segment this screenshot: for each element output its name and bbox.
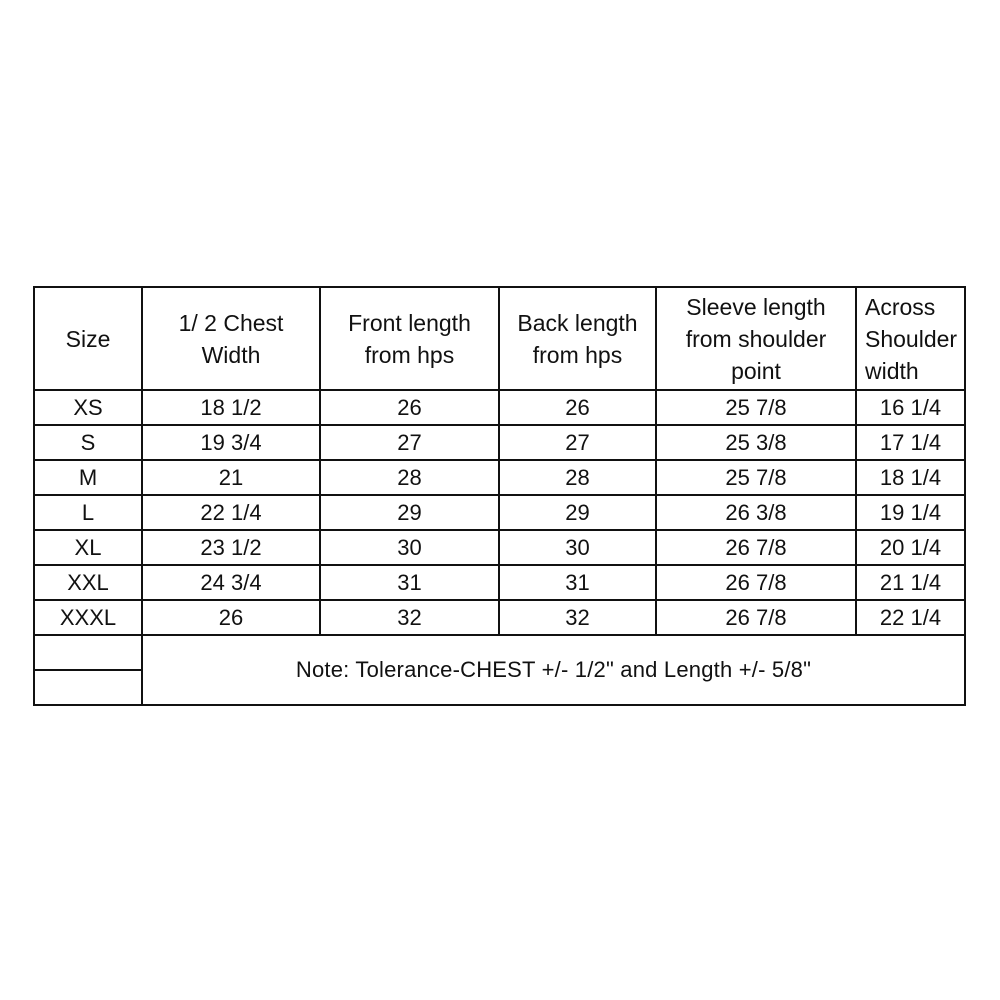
cell-front-length: 32 — [320, 600, 499, 635]
cell-half-chest: 19 3/4 — [142, 425, 320, 460]
size-chart-table — [33, 286, 966, 706]
table-row — [34, 565, 965, 600]
cell-half-chest: 24 3/4 — [142, 565, 320, 600]
cell-back-length: 28 — [499, 460, 656, 495]
cell-across-shoulder: 21 1/4 — [856, 565, 965, 600]
header-back-length: Back length from hps — [499, 287, 656, 390]
cell-back-length: 29 — [499, 495, 656, 530]
cell-size: S — [34, 425, 142, 460]
cell-size: XXXL — [34, 600, 142, 635]
header-size: Size — [34, 287, 142, 390]
cell-sleeve-length: 25 3/8 — [656, 425, 856, 460]
cell-front-length: 27 — [320, 425, 499, 460]
cell-size: XL — [34, 530, 142, 565]
cell-sleeve-length: 26 3/8 — [656, 495, 856, 530]
cell-across-shoulder: 18 1/4 — [856, 460, 965, 495]
note-row — [34, 635, 965, 670]
cell-back-length: 26 — [499, 390, 656, 425]
cell-back-length: 31 — [499, 565, 656, 600]
cell-front-length: 30 — [320, 530, 499, 565]
cell-half-chest: 23 1/2 — [142, 530, 320, 565]
empty-cell — [34, 635, 142, 670]
cell-across-shoulder: 22 1/4 — [856, 600, 965, 635]
cell-half-chest: 21 — [142, 460, 320, 495]
cell-size: M — [34, 460, 142, 495]
cell-back-length: 27 — [499, 425, 656, 460]
cell-sleeve-length: 26 7/8 — [656, 530, 856, 565]
header-across-shoulder-label: Across Shoulder width — [865, 293, 958, 384]
table-row — [34, 600, 965, 635]
cell-across-shoulder: 17 1/4 — [856, 425, 965, 460]
table-row — [34, 425, 965, 460]
cell-front-length: 28 — [320, 460, 499, 495]
cell-across-shoulder: 19 1/4 — [856, 495, 965, 530]
header-sleeve-length: Sleeve length from shoulder point — [656, 287, 856, 390]
cell-sleeve-length: 25 7/8 — [656, 460, 856, 495]
cell-front-length: 31 — [320, 565, 499, 600]
header-front-length: Front length from hps — [320, 287, 499, 390]
cell-front-length: 26 — [320, 390, 499, 425]
table-row — [34, 495, 965, 530]
cell-back-length: 30 — [499, 530, 656, 565]
cell-half-chest: 22 1/4 — [142, 495, 320, 530]
header-half-chest-width: 1/ 2 Chest Width — [142, 287, 320, 390]
cell-front-length: 29 — [320, 495, 499, 530]
cell-size: XS — [34, 390, 142, 425]
cell-size: XXL — [34, 565, 142, 600]
cell-back-length: 32 — [499, 600, 656, 635]
cell-across-shoulder: 20 1/4 — [856, 530, 965, 565]
table-row — [34, 530, 965, 565]
cell-size: L — [34, 495, 142, 530]
cell-across-shoulder: 16 1/4 — [856, 390, 965, 425]
cell-sleeve-length: 25 7/8 — [656, 390, 856, 425]
cell-half-chest: 26 — [142, 600, 320, 635]
table-row — [34, 390, 965, 425]
header-across-shoulder — [856, 287, 965, 390]
cell-sleeve-length: 26 7/8 — [656, 600, 856, 635]
empty-cell — [34, 670, 142, 705]
cell-half-chest: 18 1/2 — [142, 390, 320, 425]
table-header-row — [34, 287, 965, 390]
tolerance-note: Note: Tolerance-CHEST +/- 1/2" and Length +/- 5/8" — [142, 635, 965, 705]
cell-sleeve-length: 26 7/8 — [656, 565, 856, 600]
table-row — [34, 460, 965, 495]
